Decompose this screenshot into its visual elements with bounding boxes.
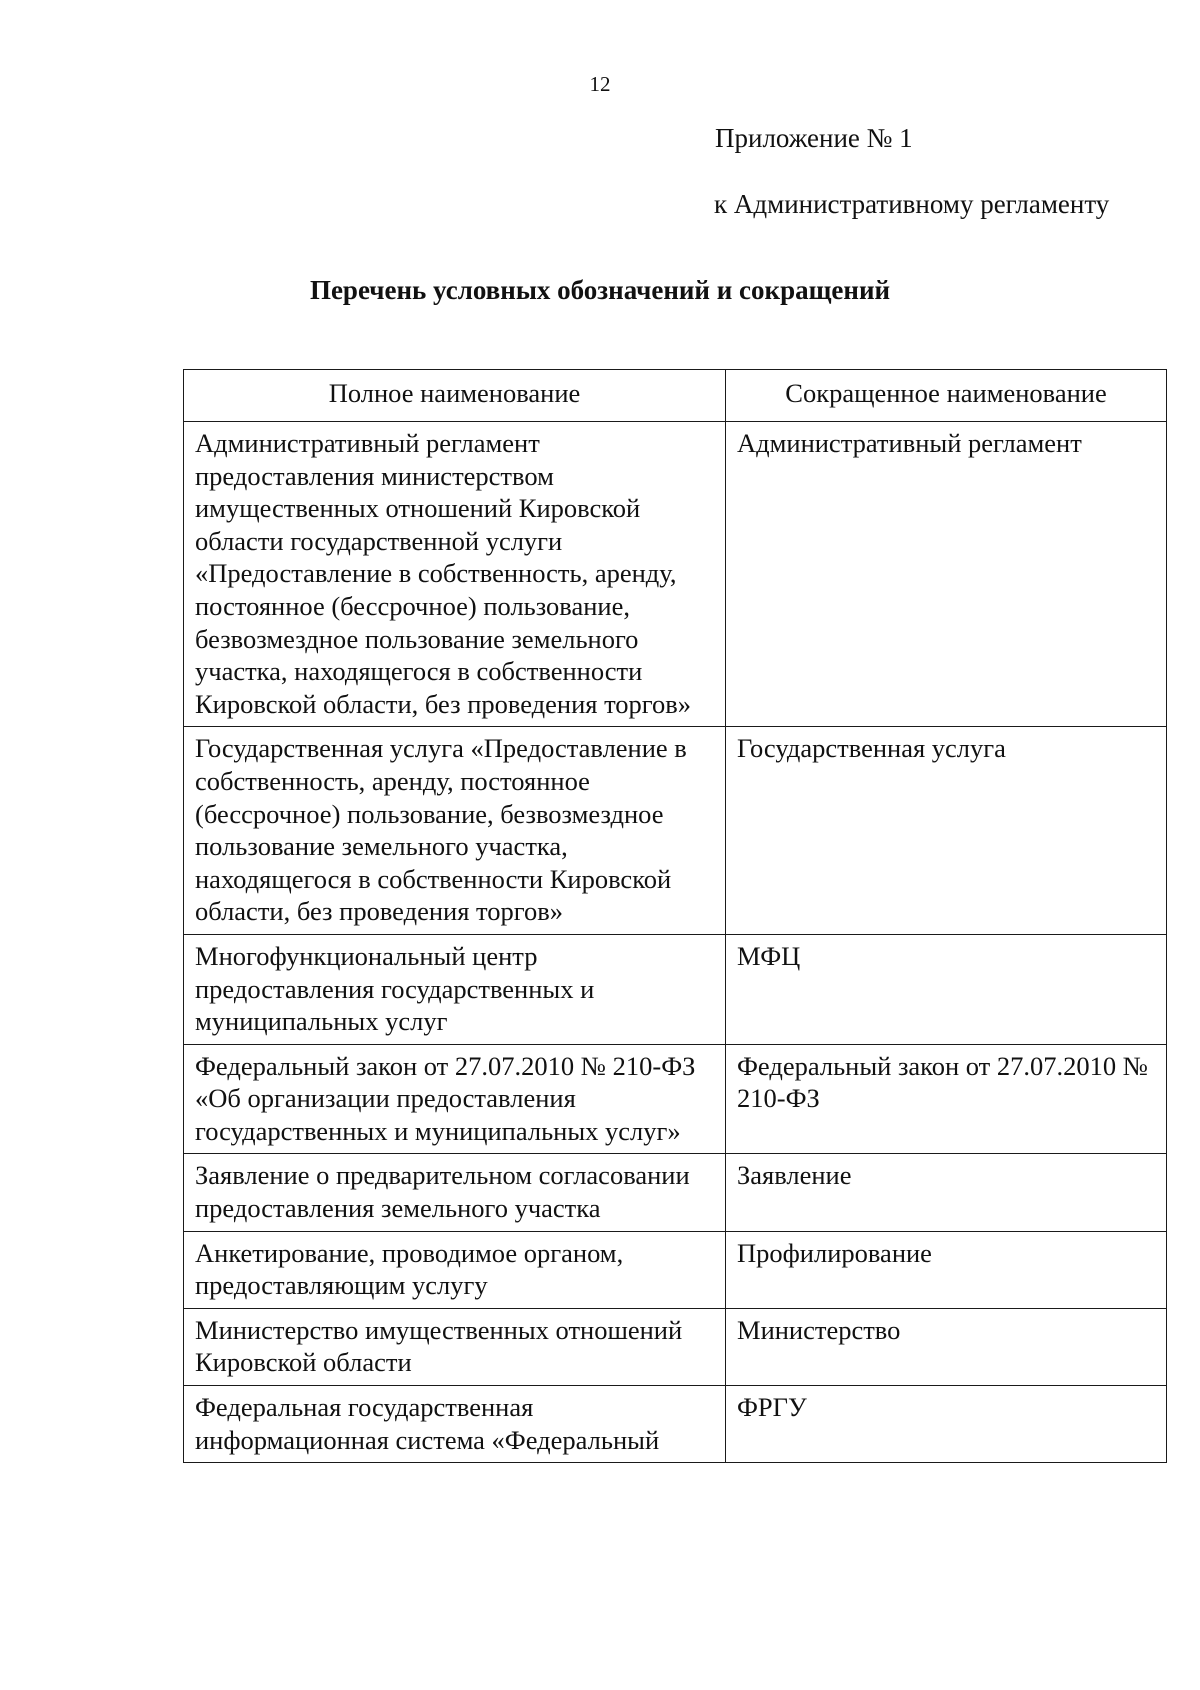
table-row [184,1308,1167,1385]
table-row [184,1386,1167,1463]
full-name-cell: Федеральный закон от 27.07.2010 № 210-ФЗ «Об организации предоставления государственных и муниципальных услуг» [184,1044,726,1154]
document-title: Перечень условных обозначений и сокращений [309,275,891,305]
table-row [184,1154,1167,1231]
table-row [184,1231,1167,1308]
full-name-cell: Многофункциональный центр предоставления государственных и муниципальных услуг [184,934,726,1044]
header-short-name: Сокращенное наименование [726,370,1167,422]
abbreviations-table [183,369,1167,1463]
table-row [184,727,1167,935]
table-row [184,1044,1167,1154]
full-name-cell [184,1386,726,1463]
appendix-reference: к Административному регламенту [714,189,1110,219]
short-name-cell: Министерство [726,1308,1167,1385]
short-name-cell: Федеральный закон от 27.07.2010 № 210-ФЗ [726,1044,1167,1154]
header-full-name: Полное наименование [184,370,726,422]
full-name-cell: Заявление о предварительном согласовании предоставления земельного участка [184,1154,726,1231]
short-name-cell: Административный регламент [726,422,1167,727]
full-name-cell: Административный регламент предоставления министерством имущественных отношений Кировской области государственной услуги «Предоставление в собственность, аренду, постоянное (бессрочное) пользование, безвозмездное пользование земельного участка, находящегося в собственности Кировской области, без проведения торгов» [184,422,726,727]
full-name-cell: Министерство имущественных отношений Кировской области [184,1308,726,1385]
appendix-number: Приложение № 1 [715,123,913,153]
short-name-cell: Профилирование [726,1231,1167,1308]
full-name-cell: Государственная услуга «Предоставление в собственность, аренду, постоянное (бессрочное) пользование, безвозмездное пользование земельного участка, находящегося в собственности Кировской области, без проведения торгов» [184,727,726,935]
short-name-cell: Государственная услуга [726,727,1167,935]
page-number: 12 [589,72,611,96]
full-name-cell: Анкетирование, проводимое органом, предоставляющим услугу [184,1231,726,1308]
short-name-cell: МФЦ [726,934,1167,1044]
short-name-cell: ФРГУ [726,1386,1167,1463]
full-name-text: Федеральная государственная информационная система «Федеральный [195,1392,660,1455]
table-header-row [184,370,1167,422]
table-row [184,934,1167,1044]
short-name-cell: Заявление [726,1154,1167,1231]
table-row [184,422,1167,727]
